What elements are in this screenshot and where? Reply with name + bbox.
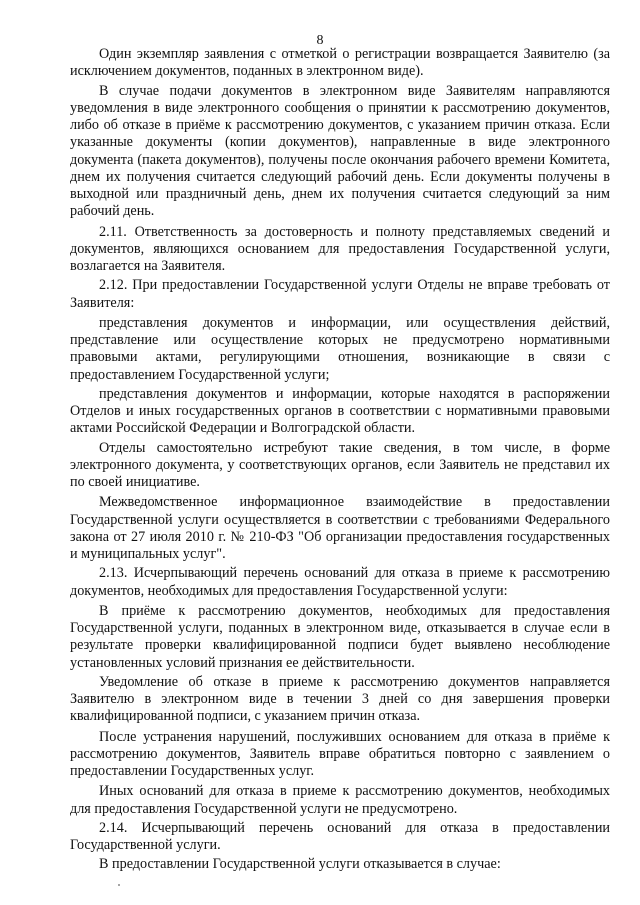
- paragraph-2-12-item-2: представления документов и информации, которые находятся в распоряжении Отделов и иных государственных органов в соответствии с нормативными правовыми актами Российской Федерации и Волгоградской области.: [70, 385, 610, 437]
- paragraph-2-14: 2.14. Исчерпывающий перечень оснований для отказа в предоставлении Государственной услуги.: [70, 819, 610, 853]
- paragraph-refusal-electronic: В приёме к рассмотрению документов, необходимых для предоставления Государственной услуги, поданных в электронном виде, отказывается в случае если в результате проверки квалифицированной подписи будет выявлено несоблюдение установленных условий признания ее действительности.: [70, 602, 610, 671]
- paragraph-2-12: 2.12. При предоставлении Государственной услуги Отделы не вправе требовать от Заявителя:: [70, 277, 610, 311]
- paragraph-departments-request: Отделы самостоятельно истребуют такие сведения, в том числе, в форме электронного документа, у соответствующих органов, если Заявитель не представил их по своей инициативе.: [70, 439, 610, 490]
- paragraph-refusal-notice: Уведомление об отказе в приеме к рассмотрению документов направляется Заявителю в электронном виде в течении 3 дней со дня завершения проверки квалифицированной подписи, с указанием причин отказа.: [70, 673, 610, 725]
- paragraph-no-other-grounds: Иных оснований для отказа в приеме к рассмотрению документов, необходимых для предоставления Государственной услуги не предусмотрено.: [70, 783, 610, 817]
- paragraph-2-12-item-1: представления документов и информации, или осуществления действий, представление или осуществление которых не предусмотрено нормативными правовыми актами, регулирующими отношения, возникающие в связи с предоставлением Государственной услуги;: [70, 314, 610, 383]
- page-number: 8: [316, 33, 324, 48]
- paragraph-resubmission: После устранения нарушений, послуживших основанием для отказа в приёме к рассмотрению документов, Заявитель вправе обратиться повторно с заявлением о предоставлении Государственных услуг.: [70, 728, 610, 779]
- paragraph-2-13: 2.13. Исчерпывающий перечень оснований для отказа в приеме к рассмотрению документов, необходимых для предоставления Государственной услуги:: [70, 565, 610, 599]
- paragraph-return-copy: Один экземпляр заявления с отметкой о регистрации возвращается Заявителю (за исключением документов, поданных в электронном виде).: [70, 46, 610, 80]
- scan-speck: [118, 884, 120, 886]
- paragraph-interagency: Межведомственное информационное взаимодействие в предоставлении Государственной услуги осуществляется в соответствии с требованиями Федерального закона от 27 июля 2010 г. № 210-ФЗ "Об организации предоставления государственных и муниципальных услуг".: [70, 494, 610, 562]
- paragraph-electronic-notice: В случае подачи документов в электронном виде Заявителям направляются уведомления в виде электронного сообщения о принятии к рассмотрению документов, либо об отказе в приёме к рассмотрению документов, с указанием причин отказа. Если указанные документы (копии документов), направленные в виде электронного документа (пакета документов), получены после окончания рабочего времени Комитета, днем их получения считается следующий рабочий день. Если документы получены в выходной или праздничный день, днем их получения считается следующий за ним рабочий день.: [70, 82, 610, 220]
- document-body: [70, 46, 610, 876]
- paragraph-refusal-cases: В предоставлении Государственной услуги отказывается в случае:: [99, 856, 501, 873]
- paragraph-2-11: 2.11. Ответственность за достоверность и полноту представляемых сведений и документов, являющихся основанием для предоставления Государственной услуги, возлагается на Заявителя.: [70, 223, 610, 274]
